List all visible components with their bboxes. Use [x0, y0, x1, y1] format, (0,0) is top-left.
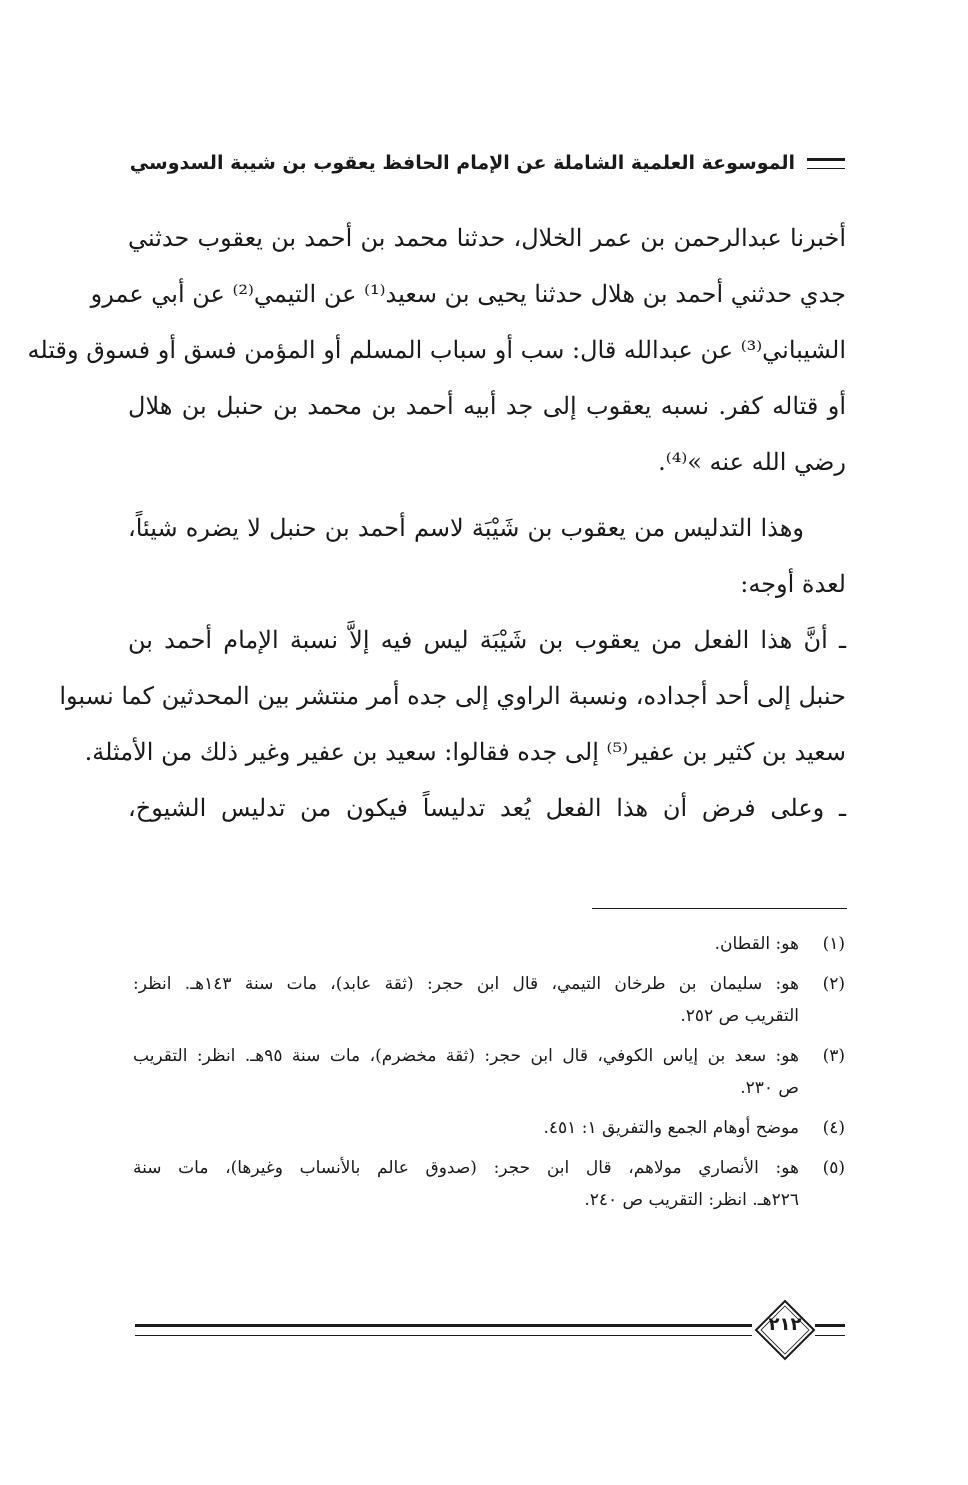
footnote-text	[133, 1152, 799, 1216]
footnote-2	[133, 968, 845, 1032]
footnote-3	[133, 1040, 845, 1104]
footnote-number: (٥)	[822, 1158, 845, 1178]
footnote-separator	[592, 908, 847, 909]
footnotes	[133, 928, 845, 1224]
footnote-line: هو: سليمان بن طرخان التيمي، قال ابن حجر: (ثقة عابد)، مات سنة ١٤٣هـ. انظر:	[133, 974, 800, 994]
running-header	[125, 145, 845, 181]
footer-rule-left	[135, 1324, 752, 1336]
footnote-text	[133, 1040, 799, 1104]
footnote-line: ص ٢٣٠.	[740, 1078, 799, 1098]
footnote-1	[133, 928, 845, 960]
footnote-line: التقريب ص ٢٥٢.	[680, 1006, 799, 1026]
page-footer	[135, 1300, 845, 1362]
paragraph-1	[27, 210, 846, 490]
text-line: ـ وعلى فرض أن هذا الفعل يُعد تدليساً فيكون من تدليس الشيوخ،	[128, 794, 846, 822]
footnote-text	[133, 928, 799, 960]
footnote-number: (٢)	[822, 974, 845, 994]
footnote-4	[133, 1112, 845, 1144]
paragraph-2	[128, 500, 846, 612]
footnote-number: (١)	[822, 934, 845, 954]
footnote-line: موضح أوهام الجمع والتفريق ١: ٤٥١.	[543, 1118, 799, 1138]
footnote-line: هو: القطان.	[714, 934, 799, 954]
text-line: سعيد بن كثير بن عفير⁽⁵⁾ إلى جده فقالوا: سعيد بن عفير وغير ذلك من الأمثلة.	[84, 738, 846, 766]
footnote-line: ٢٢٦هـ. انظر: التقريب ص ٢٤٠.	[584, 1190, 799, 1210]
footnote-text	[133, 1112, 799, 1144]
footnote-number: (٤)	[822, 1118, 845, 1138]
text-line: رضي الله عنه »⁽⁴⁾.	[658, 448, 846, 476]
text-line: الشيباني⁽³⁾ عن عبدالله قال: سب أو سباب المسلم أو المؤمن فسق أو فسوق وقتله	[27, 336, 846, 364]
footer-rule-right	[815, 1324, 845, 1336]
header-title: الموسوعة العلمية الشاملة عن الإمام الحافظ يعقوب بن شيبة السدوسي	[129, 152, 795, 174]
text-line: جدي حدثني أحمد بن هلال حدثنا يحيى بن سعيد⁽¹⁾ عن التيمي⁽²⁾ عن أبي عمرو	[90, 280, 846, 308]
text-line: أو قتاله كفر. نسبه يعقوب إلى جد أبيه أحمد بن محمد بن حنبل بن هلال	[128, 392, 846, 420]
footnote-text	[133, 968, 799, 1032]
paragraph-4	[128, 780, 846, 836]
main-text	[27, 210, 846, 836]
text-line: حنبل إلى أحد أجداده، ونسبة الراوي إلى جده أمر منتشر بين المحدثين كما نسبوا	[59, 682, 846, 710]
text-line: لعدة أوجه:	[740, 570, 846, 598]
text-line: وهذا التدليس من يعقوب بن شَيْبَة لاسم أحمد بن حنبل لا يضره شيئاً،	[128, 514, 804, 542]
page-number: ٢١٢	[768, 1314, 802, 1335]
footnote-5	[133, 1152, 845, 1216]
text-line: أخبرنا عبدالرحمن بن عمر الخلال، حدثنا محمد بن أحمد بن يعقوب حدثني	[128, 224, 846, 252]
footnote-line: هو: الأنصاري مولاهم، قال ابن حجر: (صدوق عالم بالأنساب وغيرها)، مات سنة	[133, 1158, 799, 1178]
footnote-number: (٣)	[822, 1046, 845, 1066]
header-rule-right	[807, 158, 845, 169]
footnote-line: هو: سعد بن إياس الكوفي، قال ابن حجر: (ثقة مخضرم)، مات سنة ٩٥هـ. انظر: التقريب	[133, 1046, 799, 1066]
paragraph-3	[59, 612, 846, 780]
text-line: ـ أنَّ هذا الفعل من يعقوب بن شَيْبَة ليس فيه إلاَّ نسبة الإمام أحمد بن	[128, 626, 846, 654]
